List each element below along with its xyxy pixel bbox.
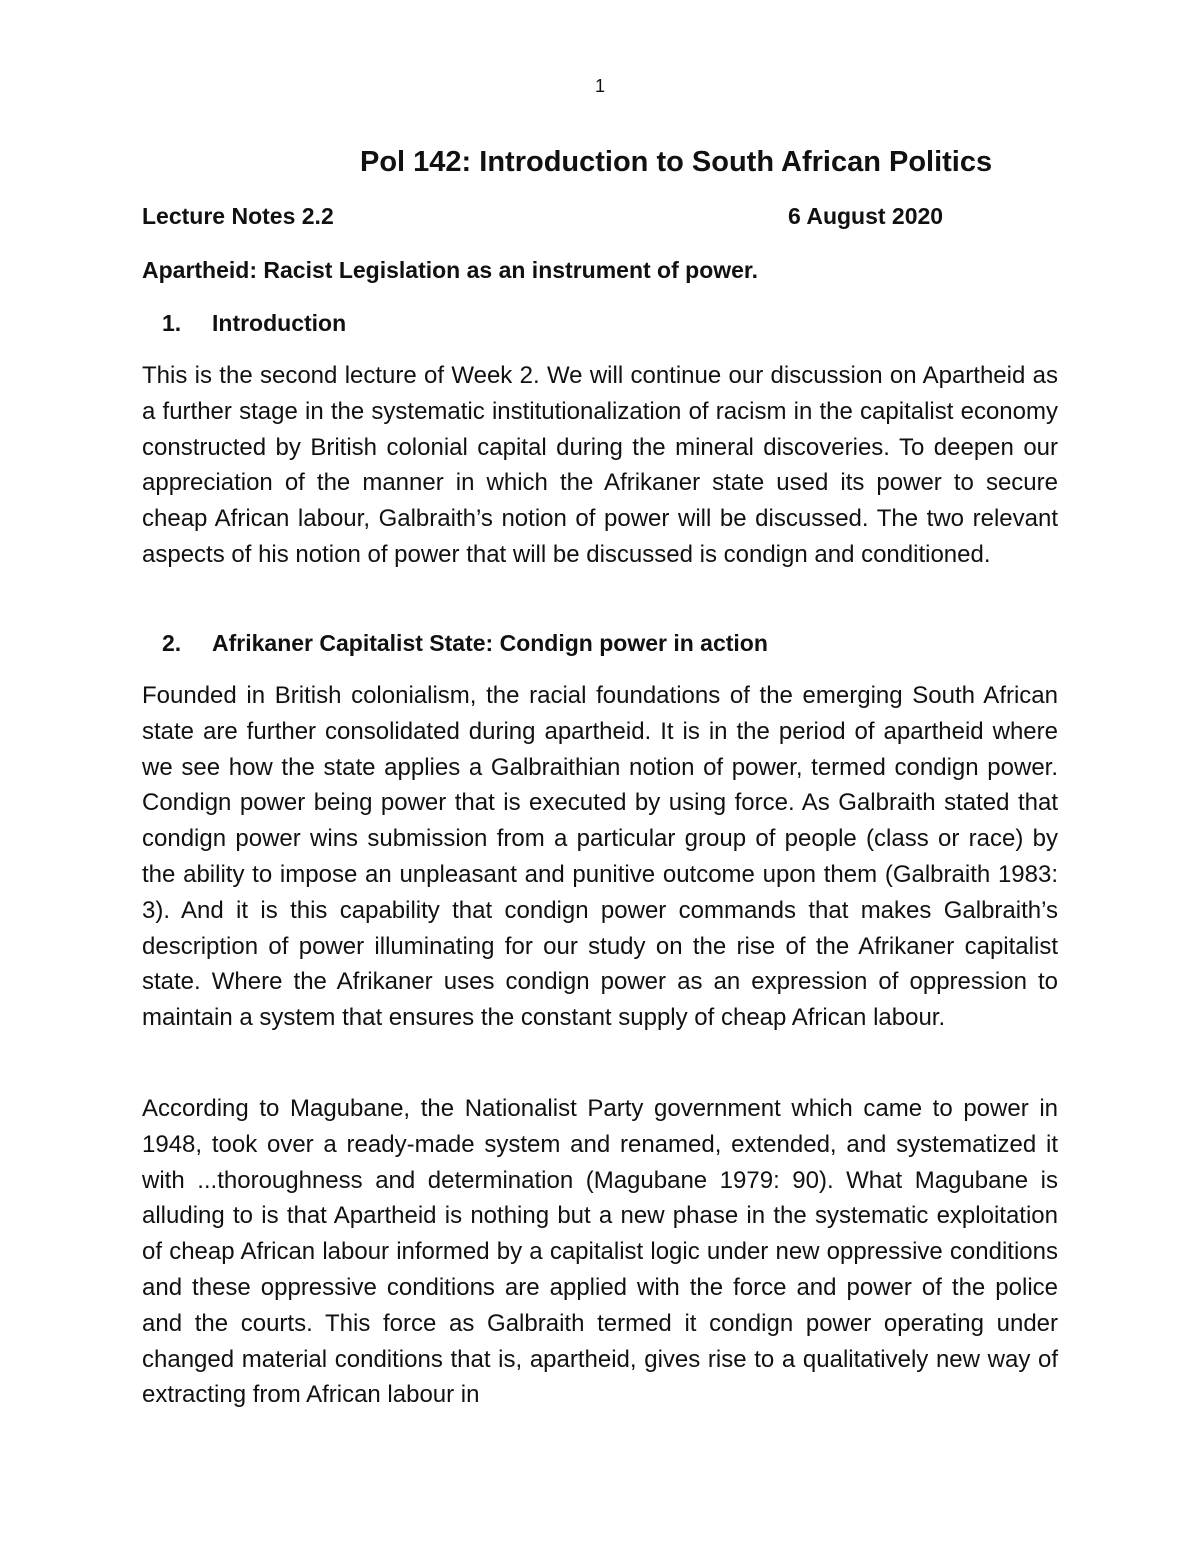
lecture-label: Lecture Notes 2.2 <box>142 203 334 229</box>
page-number: 1 <box>594 76 605 96</box>
section-title: Introduction <box>212 310 347 336</box>
lecture-topic: Apartheid: Racist Legislation as an instrument of power. <box>142 257 758 283</box>
lecture-meta-row <box>142 203 944 230</box>
paragraph-magubane: According to Magubane, the Nationalist Party government which came to power in 1948, took over a ready-made system and renamed, extended, and systematized it with ...thoroughness and determination (Magubane 1979: 90). What Magubane is alluding to is that Apartheid is nothing but a new phase in the systematic exploitation of cheap African labour informed by a capitalist logic under new oppressive conditions and these oppressive conditions are applied with the force and power of the police and the courts. This force as Galbraith termed it condign power operating under changed material conditions that is, apartheid, gives rise to a qualitatively new way of extracting from African labour in <box>142 1095 1058 1409</box>
paragraph-introduction: This is the second lecture of Week 2. We will continue our discussion on Apartheid as a further stage in the systematic institutionalization of racism in the capitalist economy constructed by British colonial capital during the mineral discoveries. To deepen our appreciation of the manner in which the Afrikaner state used its power to secure cheap African labour, Galbraith’s notion of power will be discussed. The two relevant aspects of his notion of power that will be discussed is condign and conditioned. <box>142 362 1058 568</box>
section-heading-introduction <box>142 310 346 337</box>
section-number: 1. <box>162 310 182 336</box>
section-heading-condign-power <box>142 630 768 657</box>
paragraph-condign-power: Founded in British colonialism, the racial foundations of the emerging South African state are further consolidated during apartheid. It is in the period of apartheid where we see how the state applies a Galbraithian notion of power, termed condign power. Condign power being power that is executed by using force. As Galbraith stated that condign power wins submission from a particular group of people (class or race) by the ability to impose an unpleasant and punitive outcome upon them (Galbraith 1983: 3). And it is this capability that condign power commands that makes Galbraith’s description of power illuminating for our study on the rise of the Afrikaner capitalist state. Where the Afrikaner uses condign power as an expression of oppression to maintain a system that ensures the constant supply of cheap African labour. <box>142 682 1058 1032</box>
section-title: Afrikaner Capitalist State: Condign power in action <box>212 630 768 656</box>
course-title: Pol 142: Introduction to South African Politics <box>360 146 993 178</box>
section-number: 2. <box>162 630 182 656</box>
lecture-date: 6 August 2020 <box>788 203 944 229</box>
